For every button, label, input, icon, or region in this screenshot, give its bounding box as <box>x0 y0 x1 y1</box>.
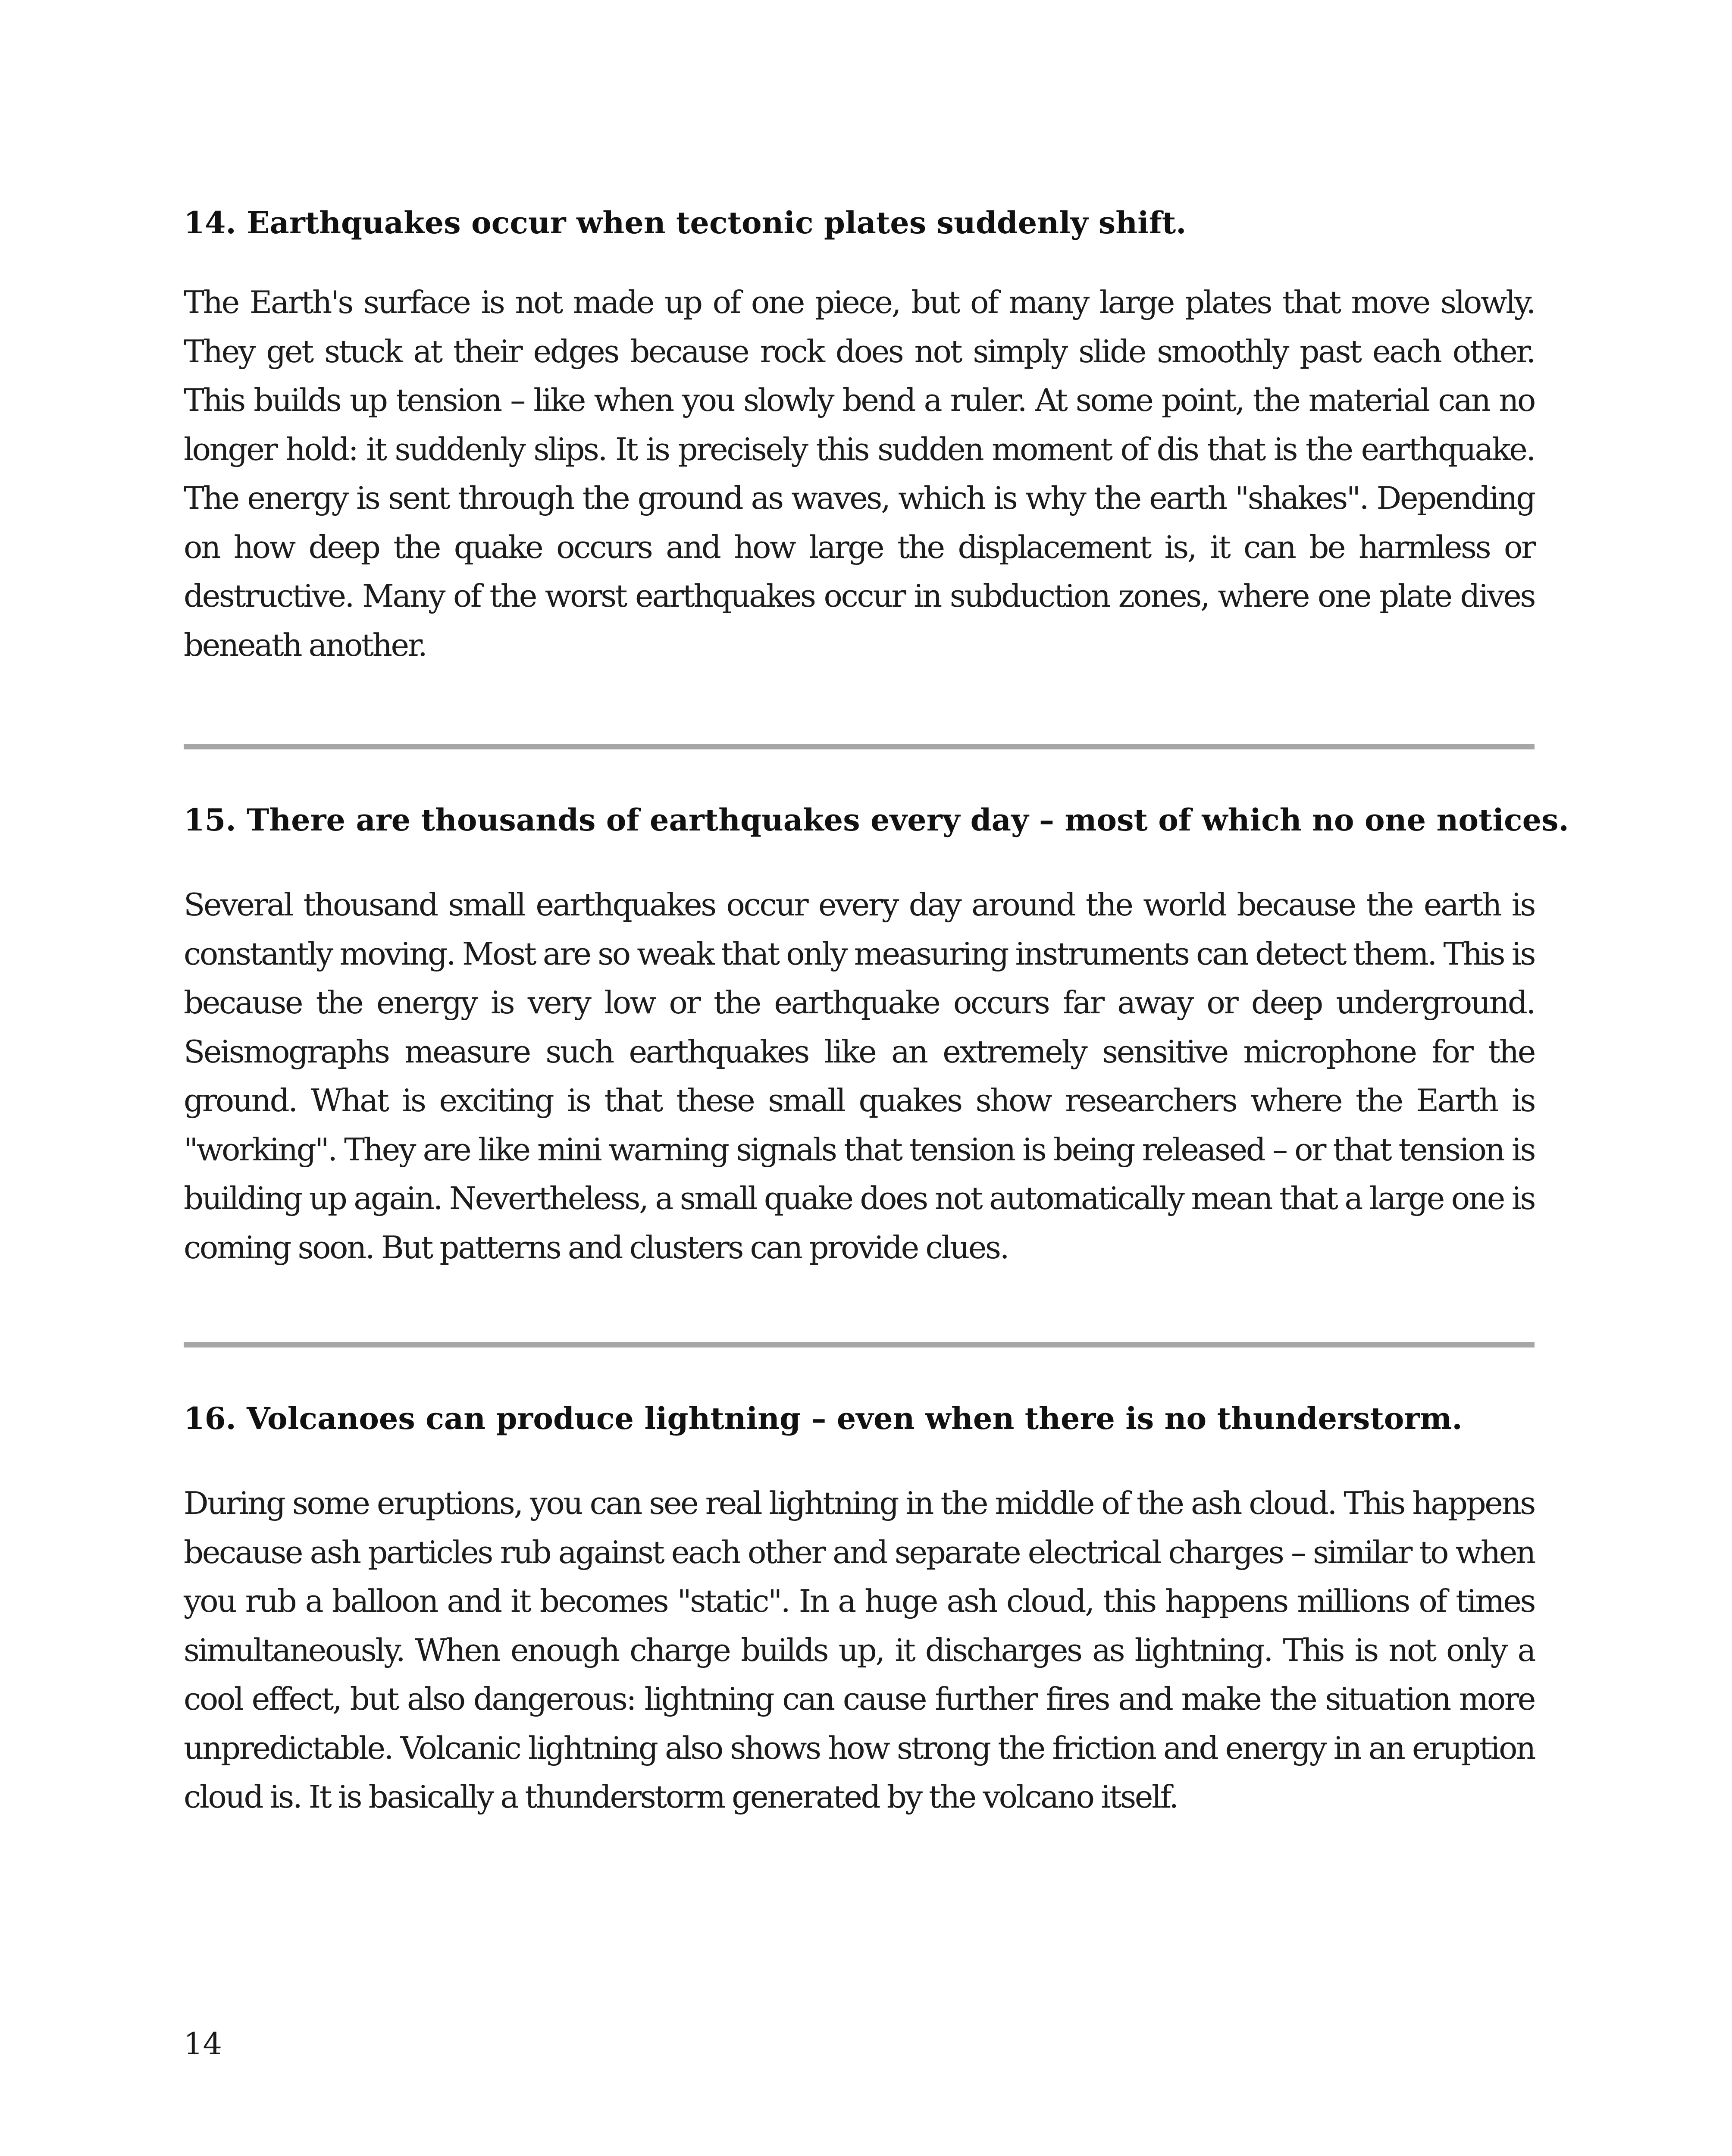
page-number: 14 <box>184 2026 222 2062</box>
fact-section-16 <box>184 1397 1535 1822</box>
section-heading-14: 14. Earthquakes occur when tectonic plates suddenly shift. <box>184 205 1187 241</box>
section-divider <box>184 744 1535 749</box>
section-divider <box>184 1342 1535 1348</box>
fact-section-14 <box>184 201 1535 670</box>
section-heading-15: 15. There are thousands of earthquakes every day – most of which no one notices. <box>184 802 1569 838</box>
section-heading-16: 16. Volcanoes can produce lightning – even when there is no thunderstorm. <box>184 1401 1463 1436</box>
section-body-14: The Earth's surface is not made up of one piece, but of many large plates that move slowly. They get stuck at their edges because rock does not simply slide smoothly past each other. This builds up tension – like when you slowly bend a ruler. At some point, the material can no longer hold: it suddenly slips. It is precisely this sudden moment of dis that is the earthquake. The energy is sent through the ground as waves, which is why the earth "shakes". Depending on how deep the quake occurs and how large the displacement is, it can be harmless or destructive. Many of the worst earthquakes occur in subduction zones, where one plate dives beneath another. <box>184 284 1535 663</box>
fact-section-15 <box>184 799 1569 1272</box>
section-body-16: During some eruptions, you can see real lightning in the middle of the ash cloud. This happens because ash particles rub against each other and separate electrical charges – similar to when you rub a balloon and it becomes "static". In a huge ash cloud, this happens millions of times simultaneously. When enough charge builds up, it discharges as lightning. This is not only a cool effect, but also dangerous: lightning can cause further fires and make the situation more unpredictable. Volcanic lightning also shows how strong the friction and energy in an eruption cloud is. It is basically a thunderstorm generated by the volcano itself. <box>184 1485 1535 1815</box>
section-body-15: Several thousand small earthquakes occur every day around the world because the earth is constantly moving. Most are so weak that only measuring instruments can detect them. This is because the energy is very low or the earthquake occurs far away or deep underground. Seismographs measure such earthquakes like an extremely sensitive microphone for the ground. What is exciting is that these small quakes show researchers where the Earth is "working". They are like mini warning signals that tension is being released – or that tension is building up again. Nevertheless, a small quake does not automatically mean that a large one is coming soon. But patterns and clusters can provide clues. <box>184 887 1535 1266</box>
